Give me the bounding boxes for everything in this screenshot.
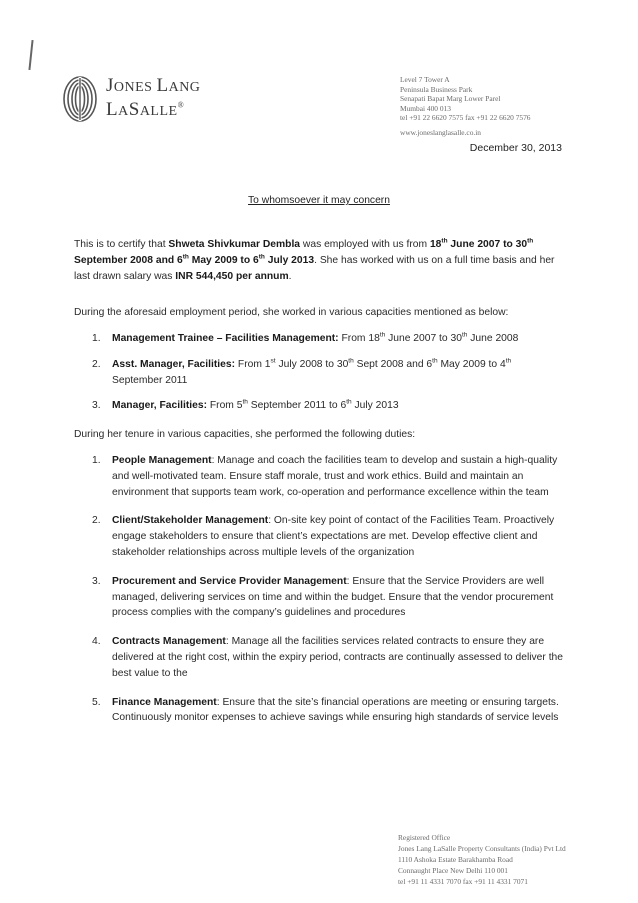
- address-line: Level 7 Tower A: [400, 75, 450, 84]
- company-wordmark: [106, 75, 200, 123]
- subject-text: To whomsoever it may concern: [248, 195, 390, 206]
- list-item: 1. People Management: Manage and coach the facilities team to develop and sustain a high-quality and well-motivated team. Ensure staff morale, trust and work ethics. Build and maintain an environment that supports team work, co-operation and performance excellence within the team: [92, 455, 558, 498]
- wordmark-line-2: LASALLE®: [106, 99, 185, 120]
- footer-line: Registered Office: [398, 833, 451, 842]
- footer-line: 1110 Ashoka Estate Barakhamba Road: [398, 855, 513, 864]
- address-line: tel +91 22 6620 7575 fax +91 22 6620 7576: [400, 113, 531, 123]
- list-item: 1. Management Trainee – Facilities Management: From 18th June 2007 to 30th June 2008: [92, 331, 519, 344]
- footer-line: Jones Lang LaSalle Property Consultants (India) Pvt Ltd: [398, 844, 566, 853]
- intro-paragraph: This is to certify that Shweta Shivkumar Dembla was employed with us from 18th June 2007 to 30th September 2008 and 6th May 2009 to 6th July 2013. She has worked with us on a full time basis and her last drawn salary was INR 544,450 per annum.: [74, 237, 555, 282]
- duties-intro: During her tenure in various capacities, she performed the following duties:: [74, 429, 416, 440]
- list-item: 4. Contracts Management: Manage all the facilities services related contracts to ensure they are delivered at the right cost, within the expiry period, contracts are continually assessed to deliver the best value to the: [92, 636, 564, 679]
- address-line: Senapati Bapat Marg Lower Parel: [400, 94, 501, 104]
- website-text: www.joneslanglasalle.co.in: [400, 127, 482, 137]
- jll-logo-icon: [62, 74, 98, 124]
- list-item: 3. Procurement and Service Provider Management: Ensure that the Service Providers are well managed, delivering services on time and within the budget. Ensure that the vendor procurement process complies with the company’s guidelines and procedures: [92, 575, 554, 619]
- list-item: 2. Asst. Manager, Facilities: From 1st July 2008 to 30th Sept 2008 and 6th May 2009 to 4th September 2011: [92, 357, 512, 386]
- list-item: 3. Manager, Facilities: From 5th September 2011 to 6th July 2013: [92, 398, 399, 412]
- duties-list: [74, 453, 564, 739]
- list-item: 5. Finance Management: Ensure that the site’s financial operations are meeting or ensuring targets. Continuously monitor expenses to achieve savings while ensuring high standards of service levels: [92, 696, 559, 724]
- employment-period-2: $^{th}$ May 2009 to 6th July 2013: [182, 253, 315, 266]
- capacities-intro: During the aforesaid employment period, she worked in various capacities mentioned as below:: [74, 307, 509, 318]
- footer-line: tel +91 11 4331 7070 fax +91 11 4331 7071: [398, 877, 528, 886]
- registered-office-footer: [398, 832, 566, 887]
- roles-list: [74, 331, 564, 424]
- letter-subject: [0, 195, 638, 206]
- employee-name: Shweta Shivkumar Dembla: [168, 239, 301, 250]
- salary-amount: INR 544,450 per annum: [175, 270, 289, 282]
- list-item: 2. Client/Stakeholder Management: On-site key point of contact of the Facilities Team. Proactively engage stakeholders to ensure that client’s expectations are met. Develop effective client and stakeholder relationships across multiple levels of the organization: [92, 515, 555, 558]
- office-address: [400, 75, 530, 138]
- letter-date: December 30, 2013: [469, 142, 562, 154]
- employment-period: 18th June 2007 to 30th September 2008 and 6: [74, 237, 534, 266]
- wordmark-line-1: JONES LANG: [106, 75, 201, 96]
- company-logo: [62, 74, 200, 124]
- address-line: Mumbai 400 013: [400, 103, 451, 113]
- footer-line: Connaught Place New Delhi 110 001: [398, 866, 508, 875]
- address-line: Peninsula Business Park: [400, 84, 473, 94]
- scan-mark: [28, 40, 33, 70]
